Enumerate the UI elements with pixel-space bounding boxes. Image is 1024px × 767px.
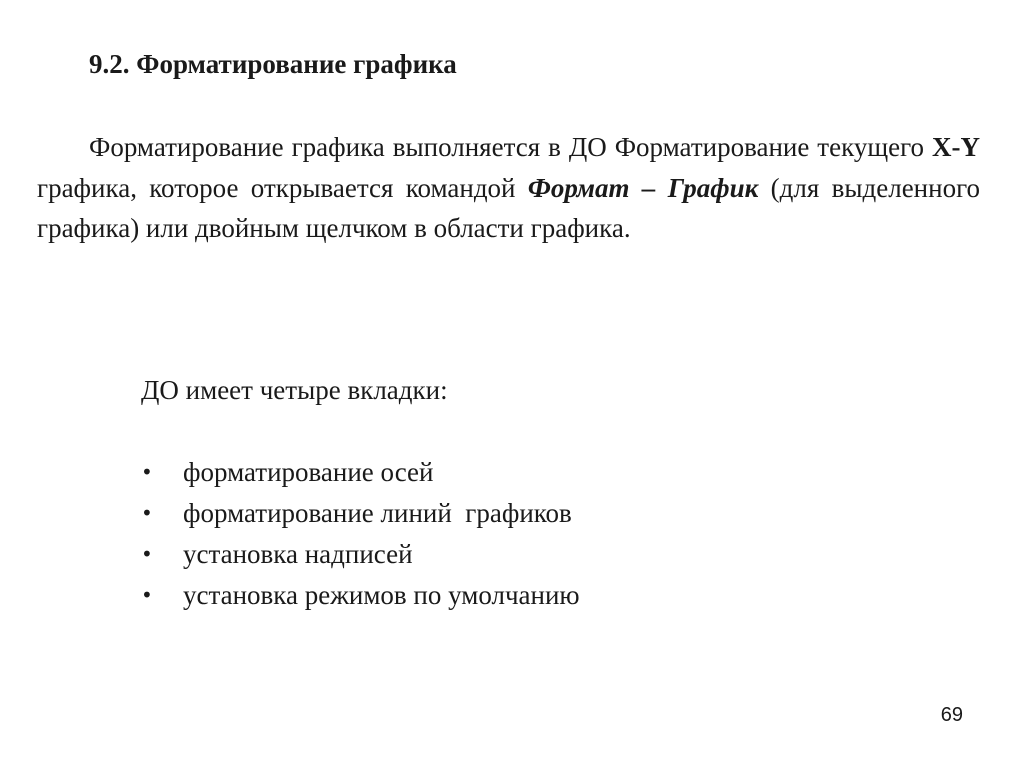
xy-term: X-Y (932, 132, 980, 162)
bullet-icon: • (141, 542, 153, 566)
list-item-text: установка режимов по умолчанию (183, 580, 580, 610)
page-number: 69 (940, 704, 963, 726)
bullet-icon: • (141, 583, 153, 607)
body-paragraph (37, 127, 980, 249)
bullet-icon: • (141, 501, 153, 525)
paragraph-text-1: Форматирование графика выполняется в ДО Форматирование текущего (89, 132, 932, 162)
paragraph-text-2: графика, которое открывается командой (37, 172, 528, 203)
format-command: Формат – График (527, 172, 759, 203)
tabs-intro: ДО имеет четыре вкладки: (141, 375, 448, 405)
list-item-text: установка надписей (183, 539, 413, 569)
list-item-text: форматирование осей (183, 457, 434, 487)
list-item-text: форматирование линий графиков (183, 498, 572, 528)
section-title: 9.2. Форматирование графика (89, 49, 457, 79)
paragraph-text-3: (для выделенного графика) или двойным щелчком в области графика. (37, 172, 980, 243)
bullet-icon: • (141, 460, 153, 484)
